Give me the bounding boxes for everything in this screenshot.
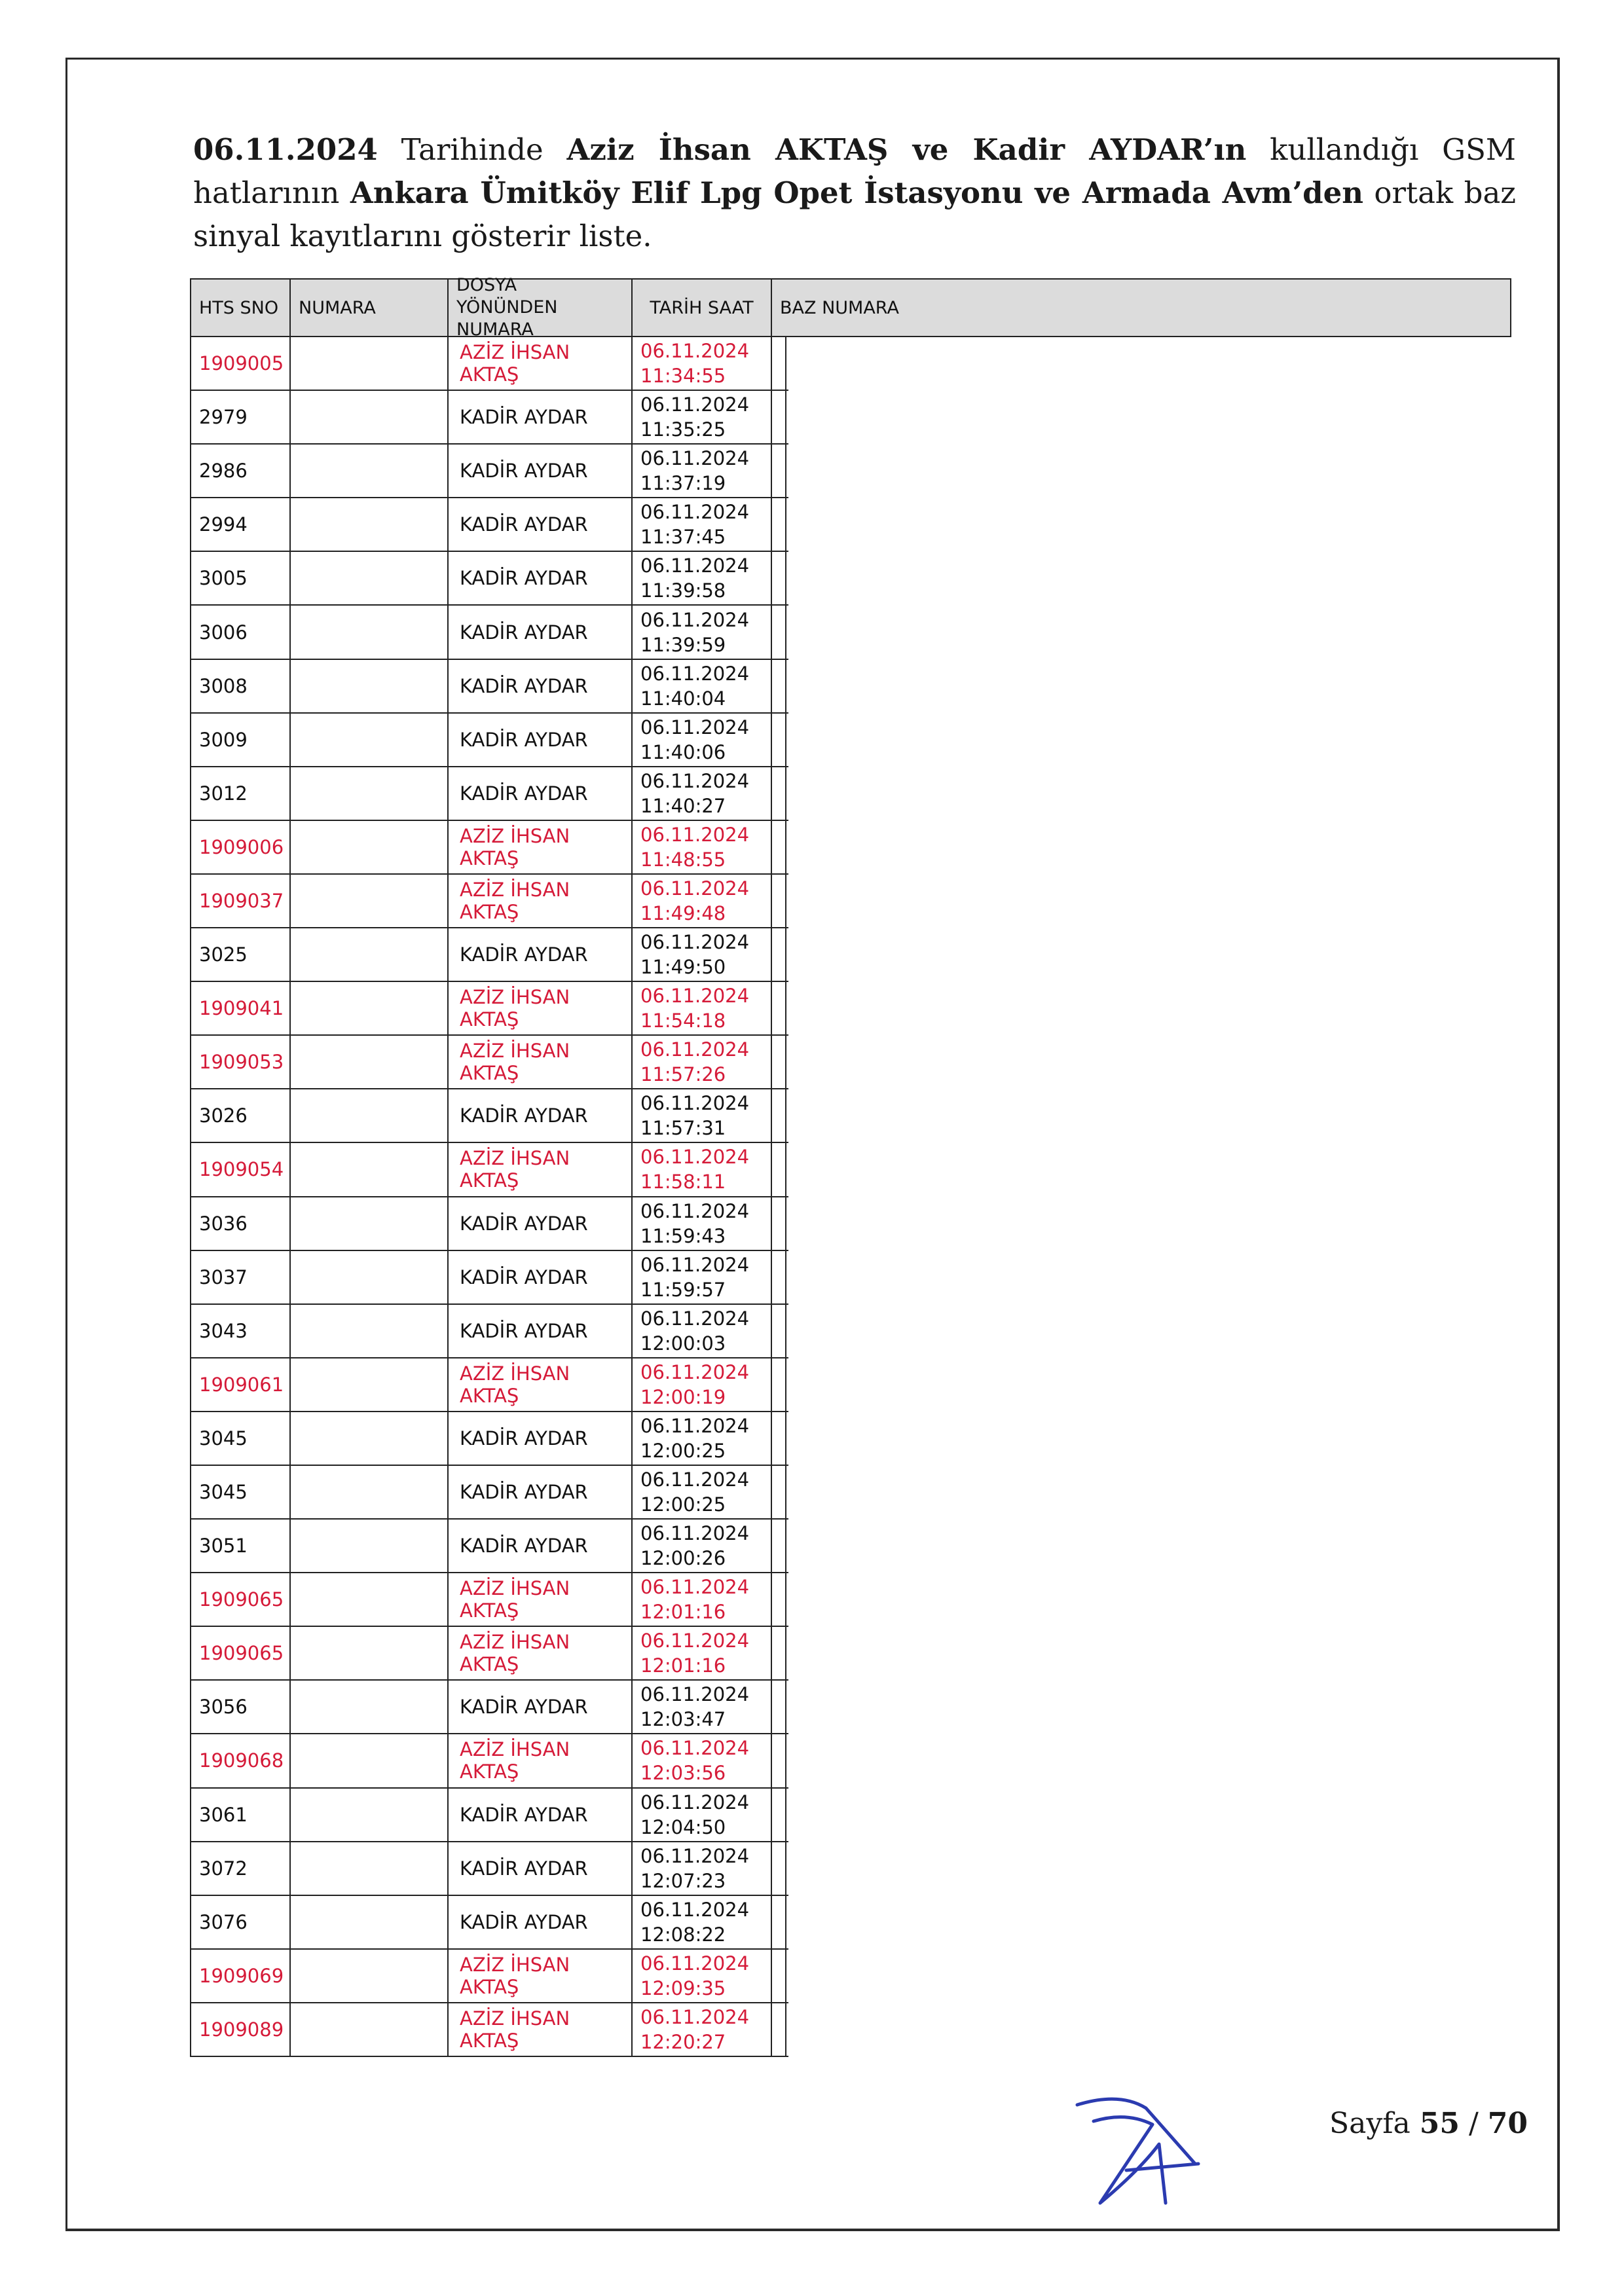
cell-baz-numara (772, 1466, 786, 1518)
cell-date: 06.11.2024 (640, 1146, 750, 1169)
cell-time: 12:03:56 (640, 1762, 726, 1785)
table-row (191, 767, 788, 821)
table-row (191, 337, 788, 391)
cell-time: 12:00:19 (640, 1385, 726, 1408)
cell-tarih-saat (633, 1520, 772, 1572)
cell-dosya: AZİZ İHSAN AKTAŞ (449, 1950, 633, 2002)
cell-time: 12:00:03 (640, 1332, 726, 1355)
cell-dosya: KADİR AYDAR (449, 1842, 633, 1895)
cell-tarih-saat (633, 1036, 772, 1088)
cell-dosya: KADİR AYDAR (449, 714, 633, 766)
cell-date: 06.11.2024 (640, 340, 750, 363)
cell-dosya: AZİZ İHSAN AKTAŞ (449, 1627, 633, 1679)
cell-hts-sno: 1909061 (191, 1358, 291, 1411)
cell-hts-sno: 1909065 (191, 1627, 291, 1679)
cell-date: 06.11.2024 (640, 716, 750, 738)
cell-tarih-saat (633, 1358, 772, 1411)
header-dosya-yonunden-numara: DOSYA YÖNÜNDEN NUMARA (449, 280, 633, 336)
cell-hts-sno: 3056 (191, 1681, 291, 1733)
cell-date: 06.11.2024 (640, 1576, 750, 1599)
cell-date: 06.11.2024 (640, 1683, 750, 1706)
cell-dosya: AZİZ İHSAN AKTAŞ (449, 875, 633, 927)
table-row (191, 606, 788, 659)
cell-date: 06.11.2024 (640, 931, 750, 954)
header-numara: NUMARA (291, 280, 449, 336)
cell-date: 06.11.2024 (640, 877, 750, 900)
cell-hts-sno: 3026 (191, 1089, 291, 1142)
heading-text-3: ortak baz sinyal kayıtlarını gösterir liste. (193, 175, 1516, 253)
cell-tarih-saat (633, 1466, 772, 1518)
cell-dosya: KADİR AYDAR (449, 1305, 633, 1357)
cell-time: 11:49:50 (640, 956, 726, 979)
heading-text-2: kullandığı GSM hatlarının (193, 132, 1517, 210)
cell-dosya: KADİR AYDAR (449, 1896, 633, 1948)
cell-hts-sno: 2994 (191, 498, 291, 551)
cell-date: 06.11.2024 (640, 823, 750, 846)
cell-baz-numara (772, 767, 786, 820)
cell-baz-numara (772, 1251, 786, 1303)
heading-places: Ankara Ümitköy Elif Lpg Opet İstasyonu ve Armada Avm’den (350, 175, 1363, 210)
cell-dosya: KADİR AYDAR (449, 552, 633, 604)
cell-hts-sno: 2986 (191, 445, 291, 497)
cell-time: 12:07:23 (640, 1869, 726, 1892)
table-row (191, 445, 788, 498)
cell-date: 06.11.2024 (640, 1199, 750, 1222)
cell-baz-numara (772, 1789, 786, 1841)
cell-dosya: AZİZ İHSAN AKTAŞ (449, 1358, 633, 1411)
cell-tarih-saat (633, 714, 772, 766)
cell-time: 11:40:04 (640, 687, 726, 710)
cell-time: 12:00:26 (640, 1547, 726, 1570)
cell-tarih-saat (633, 1089, 772, 1142)
cell-baz-numara (772, 1089, 786, 1142)
cell-numara (291, 337, 449, 390)
cell-hts-sno: 3036 (191, 1197, 291, 1250)
cell-hts-sno: 1909068 (191, 1734, 291, 1787)
cell-hts-sno: 1909054 (191, 1143, 291, 1195)
table-body (190, 337, 788, 2057)
table-row (191, 714, 788, 767)
cell-date: 06.11.2024 (640, 769, 750, 792)
cell-baz-numara (772, 714, 786, 766)
table-row (191, 498, 788, 552)
cell-tarih-saat (633, 1143, 772, 1195)
cell-time: 11:39:59 (640, 633, 726, 656)
cell-tarih-saat (633, 1627, 772, 1679)
cell-hts-sno: 3045 (191, 1412, 291, 1465)
cell-baz-numara (772, 982, 786, 1034)
cell-tarih-saat (633, 391, 772, 443)
heading-names: Aziz İhsan AKTAŞ ve Kadir AYDAR’ın (566, 132, 1247, 167)
cell-numara (291, 982, 449, 1034)
cell-dosya: AZİZ İHSAN AKTAŞ (449, 1734, 633, 1787)
cell-time: 11:48:55 (640, 848, 726, 871)
cell-hts-sno: 3045 (191, 1466, 291, 1518)
cell-date: 06.11.2024 (640, 1092, 750, 1115)
heading-date: 06.11.2024 (193, 132, 378, 167)
cell-date: 06.11.2024 (640, 1737, 750, 1760)
cell-time: 11:37:19 (640, 472, 726, 495)
cell-time: 11:58:11 (640, 1171, 726, 1194)
table-row (191, 552, 788, 606)
cell-tarih-saat (633, 928, 772, 981)
cell-numara (291, 1734, 449, 1787)
cell-date: 06.11.2024 (640, 1898, 750, 1921)
cell-date: 06.11.2024 (640, 447, 750, 470)
cell-hts-sno: 1909065 (191, 1573, 291, 1626)
cell-date: 06.11.2024 (640, 1038, 750, 1061)
table-row (191, 1734, 788, 1788)
cell-date: 06.11.2024 (640, 662, 750, 685)
heading-text-1: Tarihinde (377, 132, 567, 167)
cell-hts-sno: 1909005 (191, 337, 291, 390)
table-row (191, 1089, 788, 1143)
cell-hts-sno: 1909089 (191, 2003, 291, 2056)
cell-baz-numara (772, 1358, 786, 1411)
cell-tarih-saat (633, 2003, 772, 2056)
cell-numara (291, 445, 449, 497)
cell-hts-sno: 3076 (191, 1896, 291, 1948)
cell-numara (291, 1358, 449, 1411)
cell-tarih-saat (633, 875, 772, 927)
cell-numara (291, 1842, 449, 1895)
cell-dosya: AZİZ İHSAN AKTAŞ (449, 1036, 633, 1088)
cell-baz-numara (772, 660, 786, 712)
cell-dosya: AZİZ İHSAN AKTAŞ (449, 2003, 633, 2056)
document-heading (193, 128, 1516, 258)
cell-hts-sno: 3025 (191, 928, 291, 981)
cell-time: 11:57:31 (640, 1117, 726, 1140)
cell-numara (291, 1251, 449, 1303)
cell-time: 11:37:45 (640, 526, 726, 549)
table-row (191, 875, 788, 928)
cell-date: 06.11.2024 (640, 1630, 750, 1652)
cell-numara (291, 875, 449, 927)
page-total: 70 (1487, 2107, 1528, 2140)
cell-dosya: AZİZ İHSAN AKTAŞ (449, 821, 633, 873)
table-row (191, 1789, 788, 1842)
cell-numara (291, 1520, 449, 1572)
table-row (191, 1197, 788, 1251)
cell-time: 12:04:50 (640, 1815, 726, 1838)
cell-tarih-saat (633, 1789, 772, 1841)
cell-tarih-saat (633, 1412, 772, 1465)
page-separator: / (1459, 2107, 1488, 2140)
cell-baz-numara (772, 1950, 786, 2002)
table-row (191, 1305, 788, 1358)
cell-baz-numara (772, 337, 786, 390)
cell-date: 06.11.2024 (640, 1468, 750, 1491)
cell-time: 11:59:57 (640, 1278, 726, 1301)
cell-dosya: KADİR AYDAR (449, 660, 633, 712)
header-baz-numara: BAZ NUMARA (780, 297, 899, 318)
cell-date: 06.11.2024 (640, 1791, 750, 1813)
table-row (191, 1358, 788, 1412)
table-row (191, 1143, 788, 1197)
cell-time: 11:54:18 (640, 1010, 726, 1032)
cell-hts-sno: 3072 (191, 1842, 291, 1895)
cell-baz-numara (772, 1627, 786, 1679)
cell-dosya: KADİR AYDAR (449, 445, 633, 497)
table-row (191, 1681, 788, 1734)
cell-numara (291, 498, 449, 551)
cell-tarih-saat (633, 1681, 772, 1733)
cell-tarih-saat (633, 1734, 772, 1787)
cell-time: 11:39:58 (640, 579, 726, 602)
cell-numara (291, 660, 449, 712)
header-tarih-saat: TARİH SAAT (633, 280, 772, 336)
cell-baz-numara (772, 445, 786, 497)
table-row (191, 1036, 788, 1089)
cell-numara (291, 1950, 449, 2002)
cell-date: 06.11.2024 (640, 1844, 750, 1867)
cell-baz-numara (772, 391, 786, 443)
cell-dosya: KADİR AYDAR (449, 1789, 633, 1841)
cell-dosya: KADİR AYDAR (449, 1520, 633, 1572)
cell-time: 11:49:48 (640, 902, 726, 924)
cell-date: 06.11.2024 (640, 608, 750, 631)
cell-numara (291, 1089, 449, 1142)
cell-tarih-saat (633, 660, 772, 712)
cell-baz-numara (772, 875, 786, 927)
cell-dosya: KADİR AYDAR (449, 1681, 633, 1733)
cell-hts-sno: 3012 (191, 767, 291, 820)
cell-hts-sno: 3008 (191, 660, 291, 712)
table-row (191, 982, 788, 1036)
table-row (191, 2003, 788, 2057)
cell-time: 12:00:25 (640, 1439, 726, 1462)
table-row (191, 391, 788, 445)
cell-tarih-saat (633, 1305, 772, 1357)
cell-baz-numara (772, 1734, 786, 1787)
cell-date: 06.11.2024 (640, 501, 750, 524)
cell-hts-sno: 2979 (191, 391, 291, 443)
table-row (191, 1627, 788, 1681)
table-row (191, 821, 788, 875)
cell-time: 11:59:43 (640, 1224, 726, 1247)
cell-numara (291, 928, 449, 981)
cell-numara (291, 552, 449, 604)
cell-hts-sno: 3061 (191, 1789, 291, 1841)
cell-dosya: AZİZ İHSAN AKTAŞ (449, 337, 633, 390)
cell-dosya: KADİR AYDAR (449, 1412, 633, 1465)
cell-tarih-saat (633, 767, 772, 820)
table-row (191, 928, 788, 982)
cell-numara (291, 1143, 449, 1195)
cell-dosya: KADİR AYDAR (449, 1466, 633, 1518)
cell-numara (291, 1305, 449, 1357)
cell-numara (291, 2003, 449, 2056)
cell-tarih-saat (633, 1842, 772, 1895)
cell-tarih-saat (633, 337, 772, 390)
cell-time: 11:57:26 (640, 1063, 726, 1086)
cell-numara (291, 821, 449, 873)
signature-icon (1048, 2092, 1218, 2223)
table-header-row (190, 275, 1511, 340)
cell-numara (291, 606, 449, 658)
table-row (191, 1251, 788, 1305)
cell-numara (291, 1789, 449, 1841)
table-row (191, 1412, 788, 1466)
cell-time: 12:08:22 (640, 1923, 726, 1946)
cell-dosya: KADİR AYDAR (449, 498, 633, 551)
cell-dosya: AZİZ İHSAN AKTAŞ (449, 982, 633, 1034)
cell-numara (291, 1896, 449, 1948)
cell-tarih-saat (633, 982, 772, 1034)
cell-tarih-saat (633, 821, 772, 873)
cell-numara (291, 1573, 449, 1626)
cell-baz-numara (772, 498, 786, 551)
cell-hts-sno: 1909069 (191, 1950, 291, 2002)
table-row (191, 1520, 788, 1573)
cell-dosya: KADİR AYDAR (449, 767, 633, 820)
cell-baz-numara (772, 1842, 786, 1895)
cell-tarih-saat (633, 606, 772, 658)
cell-date: 06.11.2024 (640, 555, 750, 577)
cell-time: 12:01:16 (640, 1654, 726, 1677)
cell-numara (291, 1627, 449, 1679)
cell-numara (291, 1036, 449, 1088)
page-current: 55 (1419, 2107, 1460, 2140)
table-row (191, 1950, 788, 2003)
cell-hts-sno: 3006 (191, 606, 291, 658)
cell-time: 11:40:06 (640, 740, 726, 763)
cell-tarih-saat (633, 445, 772, 497)
cell-time: 12:09:35 (640, 1977, 726, 1999)
cell-time: 12:00:25 (640, 1493, 726, 1516)
cell-baz-numara (772, 2003, 786, 2056)
page-number (1329, 2107, 1528, 2140)
cell-tarih-saat (633, 498, 772, 551)
cell-hts-sno: 3051 (191, 1520, 291, 1572)
cell-tarih-saat (633, 1573, 772, 1626)
cell-hts-sno: 1909037 (191, 875, 291, 927)
table-row (191, 1842, 788, 1896)
cell-hts-sno: 3037 (191, 1251, 291, 1303)
cell-hts-sno: 3043 (191, 1305, 291, 1357)
cell-date: 06.11.2024 (640, 1414, 750, 1437)
cell-hts-sno: 3009 (191, 714, 291, 766)
cell-hts-sno: 1909006 (191, 821, 291, 873)
cell-dosya: KADİR AYDAR (449, 1251, 633, 1303)
cell-dosya: KADİR AYDAR (449, 1197, 633, 1250)
cell-time: 11:34:55 (640, 365, 726, 388)
cell-dosya: KADİR AYDAR (449, 391, 633, 443)
table-row (191, 660, 788, 714)
cell-numara (291, 391, 449, 443)
cell-date: 06.11.2024 (640, 1360, 750, 1383)
cell-hts-sno: 1909041 (191, 982, 291, 1034)
cell-numara (291, 714, 449, 766)
cell-numara (291, 1412, 449, 1465)
cell-date: 06.11.2024 (640, 2005, 750, 2028)
cell-hts-sno: 1909053 (191, 1036, 291, 1088)
cell-numara (291, 1197, 449, 1250)
cell-tarih-saat (633, 1896, 772, 1948)
cell-date: 06.11.2024 (640, 1952, 750, 1975)
cell-baz-numara (772, 1197, 786, 1250)
cell-baz-numara (772, 552, 786, 604)
cell-baz-numara (772, 1036, 786, 1088)
cell-date: 06.11.2024 (640, 393, 750, 416)
cell-tarih-saat (633, 1251, 772, 1303)
cell-date: 06.11.2024 (640, 985, 750, 1008)
page-label: Sayfa (1329, 2107, 1411, 2140)
cell-date: 06.11.2024 (640, 1522, 750, 1545)
cell-baz-numara (772, 1143, 786, 1195)
header-hts-sno: HTS SNO (191, 280, 291, 336)
cell-time: 12:01:16 (640, 1601, 726, 1624)
cell-dosya: KADİR AYDAR (449, 928, 633, 981)
cell-dosya: AZİZ İHSAN AKTAŞ (449, 1143, 633, 1195)
cell-baz-numara (772, 1305, 786, 1357)
cell-tarih-saat (633, 1950, 772, 2002)
cell-baz-numara (772, 1520, 786, 1572)
cell-baz-numara (772, 1412, 786, 1465)
cell-dosya: AZİZ İHSAN AKTAŞ (449, 1573, 633, 1626)
cell-time: 12:03:47 (640, 1708, 726, 1731)
cell-baz-numara (772, 928, 786, 981)
cell-numara (291, 1466, 449, 1518)
cell-tarih-saat (633, 1197, 772, 1250)
cell-baz-numara (772, 1681, 786, 1733)
table-row (191, 1466, 788, 1520)
cell-baz-numara (772, 1573, 786, 1626)
cell-date: 06.11.2024 (640, 1307, 750, 1330)
table-row (191, 1573, 788, 1627)
cell-numara (291, 767, 449, 820)
cell-baz-numara (772, 1896, 786, 1948)
cell-baz-numara (772, 821, 786, 873)
cell-baz-numara (772, 606, 786, 658)
cell-tarih-saat (633, 552, 772, 604)
cell-time: 11:35:25 (640, 418, 726, 441)
cell-hts-sno: 3005 (191, 552, 291, 604)
cell-date: 06.11.2024 (640, 1253, 750, 1276)
cell-time: 11:40:27 (640, 794, 726, 817)
cell-dosya: KADİR AYDAR (449, 606, 633, 658)
cell-numara (291, 1681, 449, 1733)
table-row (191, 1896, 788, 1950)
cell-time: 12:20:27 (640, 2030, 726, 2053)
cell-dosya: KADİR AYDAR (449, 1089, 633, 1142)
